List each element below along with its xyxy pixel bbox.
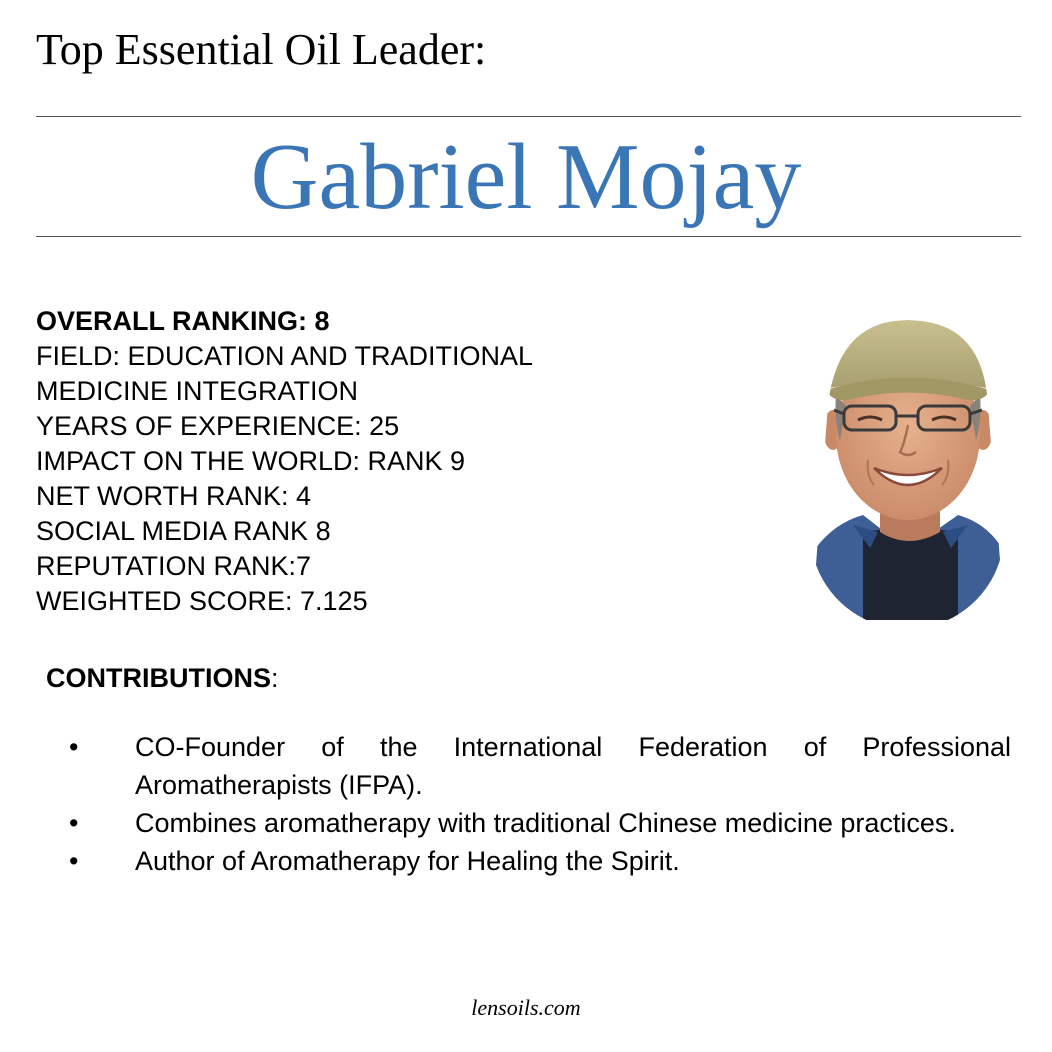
social-media-rank: SOCIAL MEDIA RANK 8	[36, 516, 331, 546]
bottom-divider	[36, 236, 1021, 237]
field-line-1: FIELD: EDUCATION AND TRADITIONAL	[36, 341, 534, 371]
contributions-heading-label: CONTRIBUTIONS	[46, 663, 271, 693]
bullet-icon: •	[69, 732, 79, 762]
reputation-rank: REPUTATION RANK:7	[36, 551, 312, 581]
years-of-experience: YEARS OF EXPERIENCE: 25	[36, 411, 400, 441]
contribution-text: Author of Aromatherapy for Healing the Spirit.	[135, 846, 680, 876]
list-item	[36, 842, 1011, 880]
page-heading: Top Essential Oil Leader:	[36, 25, 487, 74]
bullet-icon: •	[69, 846, 79, 876]
top-divider	[36, 116, 1021, 117]
leader-name: Gabriel Mojay	[250, 125, 802, 229]
field-line-2: MEDICINE INTEGRATION	[36, 376, 359, 406]
bullet-icon: •	[69, 808, 79, 838]
contribution-text: CO-Founder of the International Federation of Professional Aromatherapists (IFPA).	[135, 732, 1011, 800]
contribution-text: Combines aromatherapy with traditional Chinese medicine practices.	[135, 808, 956, 838]
impact-rank: IMPACT ON THE WORLD: RANK 9	[36, 446, 466, 476]
footer-site: lensoils.com	[471, 995, 581, 1020]
contributions-list	[36, 728, 1011, 880]
portrait-photo	[808, 310, 1008, 620]
list-item	[36, 728, 1011, 804]
contributions-heading-colon: :	[271, 663, 279, 693]
net-worth-rank: NET WORTH RANK: 4	[36, 481, 312, 511]
weighted-score: WEIGHTED SCORE: 7.125	[36, 586, 368, 616]
stats-block	[36, 304, 756, 619]
overall-ranking: OVERALL RANKING: 8	[36, 306, 330, 336]
contributions-heading	[46, 660, 279, 696]
list-item	[36, 804, 1011, 842]
